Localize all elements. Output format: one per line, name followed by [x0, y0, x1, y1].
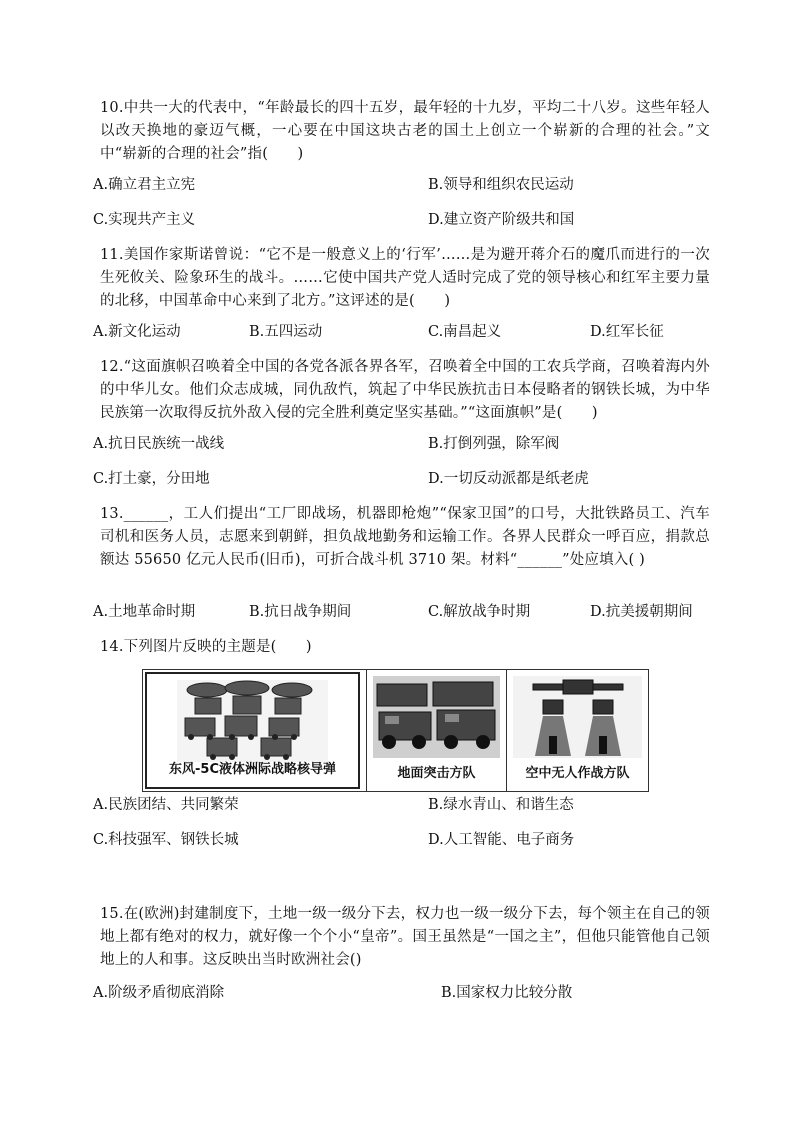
question-13-option-b: B.抗日战争期间 — [249, 604, 352, 620]
question-11-stem: 11.美国作家斯诺曾说：“它不是一般意义上的‘行军’……是为避开蒋介石的魔爪而进行的一次生死攸关、险象环生的战斗。……它使中国共产党人适时完成了党的领导核心和红军主要力量的北移，中国革命中心来到了北方。”这评述的是( ) — [100, 247, 710, 309]
question-10-option-a: A.确立君主立宪 — [93, 177, 196, 193]
question-12-option-c: C.打土豪，分田地 — [93, 471, 210, 487]
parade-photo-figure — [142, 669, 649, 792]
figure-caption-1: 东风-5C液体洲际战略核导弹 — [169, 762, 336, 777]
question-10-option-b: B.领导和组织农民运动 — [428, 177, 574, 193]
question-15-option-b: B.国家权力比较分散 — [441, 985, 573, 1001]
question-14-stem: 14.下列图片反映的主题是( ) — [100, 639, 312, 655]
question-14-option-d: D.人工智能、电子商务 — [428, 832, 575, 848]
ground-assault-photo-panel — [367, 670, 507, 791]
missile-trucks-image — [177, 680, 328, 762]
question-10-option-d: D.建立资产阶级共和国 — [428, 212, 575, 228]
question-14-option-a: A.民族团结、共同繁荣 — [93, 797, 239, 813]
question-13-option-a: A.土地革命时期 — [93, 604, 196, 620]
question-10-stem: 10.中共一大的代表中，“年龄最长的四十五岁，最年轻的十九岁，平均二十八岁。这些年轻人以改天换地的豪迈气概，一心要在中国这块古老的国土上创立一个崭新的合理的社会。”文中“崭新的合理的社会”指( ) — [100, 100, 710, 162]
drone-photo-panel — [507, 670, 648, 791]
question-11-option-d: D.红军长征 — [590, 324, 664, 340]
missile-photo-panel — [143, 670, 367, 791]
figure-caption-2: 地面突击方队 — [397, 766, 476, 781]
question-10-option-c: C.实现共产主义 — [93, 212, 196, 228]
missile-photo-frame — [145, 672, 360, 789]
drone-trucks-image — [513, 676, 642, 758]
question-12-option-b: B.打倒列强，除军阀 — [428, 436, 560, 452]
question-14-option-b: B.绿水青山、和谐生态 — [428, 797, 574, 813]
question-15-stem: 15.在(欧洲)封建制度下，土地一级一级分下去，权力也一级一级分下去，每个领主在自己的领地上都有绝对的权力，就好像一个个小“皇帝”。国王虽然是“一国之主”，但他只能管他自己领地上的人和事。这反映出当时欧洲社会() — [100, 906, 710, 968]
question-15-option-a: A.阶级矛盾彻底消除 — [93, 985, 225, 1001]
figure-caption-3: 空中无人作战方队 — [525, 766, 630, 781]
question-11-option-b: B.五四运动 — [249, 324, 323, 340]
question-12-option-a: A.抗日民族统一战线 — [93, 436, 225, 452]
question-11-option-a: A.新文化运动 — [93, 324, 181, 340]
question-13-option-d: D.抗美援朝期间 — [590, 604, 693, 620]
question-13-stem: 13.______，工人们提出“工厂即战场，机器即枪炮”“保家卫国”的口号，大批铁路员工、汽车司机和医务人员，志愿来到朝鲜，担负战地勤务和运输工作。各界人民群众一呼百应，捐款总额达 55650 亿元人民币(旧币)，可折合战斗机 3710 架。材料“______”处应填入( ) — [100, 506, 710, 568]
question-12-option-d: D.一切反动派都是纸老虎 — [428, 471, 589, 487]
ground-vehicles-image — [373, 676, 500, 758]
question-14-option-c: C.科技强军、钢铁长城 — [93, 832, 239, 848]
question-11-option-c: C.南昌起义 — [428, 324, 502, 340]
question-12-stem: 12.“这面旗帜召唤着全中国的各党各派各界各军，召唤着全中国的工农兵学商，召唤着海内外的中华儿女。他们众志成城，同仇敌忾，筑起了中华民族抗击日本侵略者的钢铁长城，为中华民族第一次取得反抗外敌入侵的完全胜利奠定坚实基础。”“这面旗帜”是( ) — [100, 359, 710, 421]
question-13-option-c: C.解放战争时期 — [428, 604, 531, 620]
